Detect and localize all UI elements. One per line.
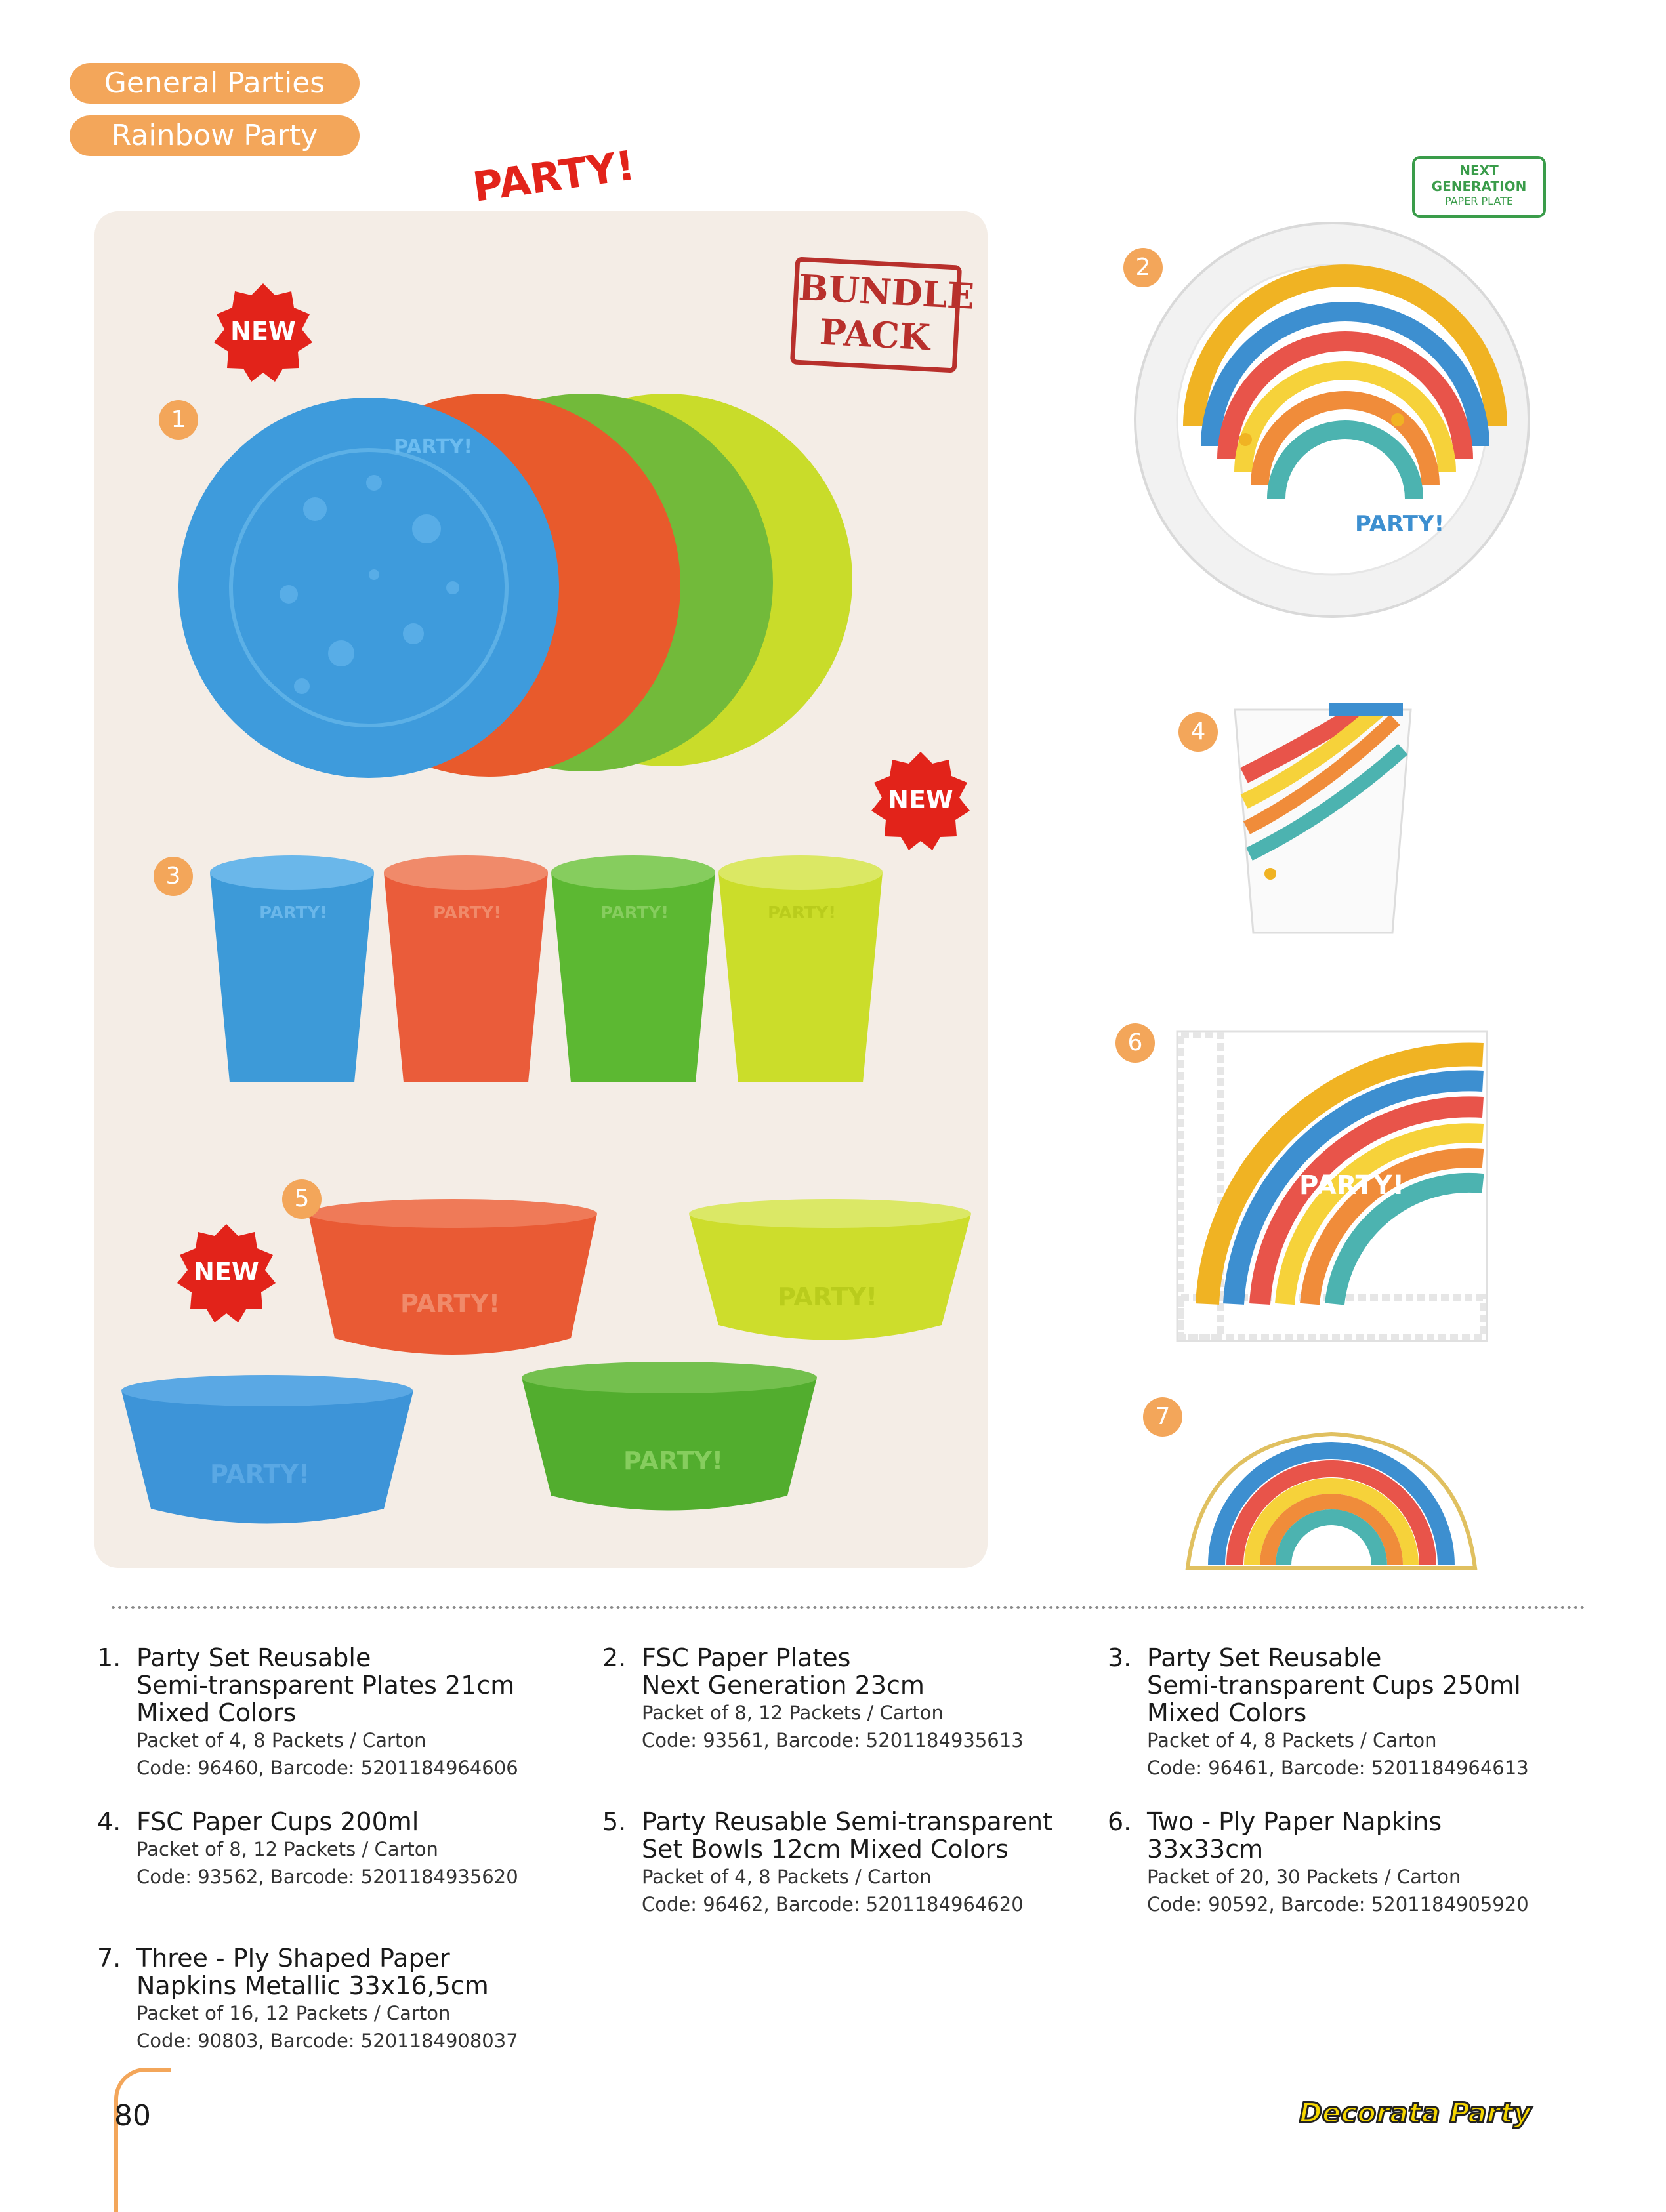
product-6-title-line2: 33x33cm	[1147, 1835, 1264, 1864]
product-3-title-line1: Party Set Reusable	[1147, 1643, 1382, 1672]
product-7-title-line1: Three - Ply Shaped Paper	[136, 1944, 450, 1973]
product-6-index: 6.	[1108, 1807, 1132, 1836]
product-2-code: Code: 93561, Barcode: 5201184935613	[642, 1729, 1024, 1751]
product-3-code: Code: 96461, Barcode: 5201184964613	[1147, 1757, 1529, 1779]
photo-number-4: 4	[1178, 712, 1218, 752]
product-1-packing: Packet of 4, 8 Packets / Carton	[136, 1729, 427, 1751]
section-divider	[112, 1606, 1585, 1609]
product-1-title-line3: Mixed Colors	[136, 1698, 297, 1727]
category-pill: General Parties	[70, 63, 360, 104]
product-2-title-line1: FSC Paper Plates	[642, 1643, 851, 1672]
product-5-packing: Packet of 4, 8 Packets / Carton	[642, 1866, 932, 1888]
ng-line1: NEXT	[1459, 163, 1499, 178]
cup-print-3: PARTY!	[600, 903, 669, 923]
reusable-plates-image	[177, 378, 860, 785]
product-3-description	[1108, 1644, 1580, 1782]
photo-number-7: 7	[1143, 1397, 1182, 1437]
product-7-index: 7.	[97, 1944, 121, 1973]
product-2-description	[602, 1644, 1075, 1754]
product-3-title-line2: Semi-transparent Cups 250ml	[1147, 1671, 1521, 1700]
paper-plate-print: PARTY!	[1355, 511, 1445, 537]
new-badge-1	[214, 283, 312, 382]
cup-print-4: PARTY!	[768, 903, 837, 923]
product-2-title-line2: Next Generation 23cm	[642, 1671, 925, 1700]
product-1-code: Code: 96460, Barcode: 5201184964606	[136, 1757, 518, 1779]
party-logo-title: PARTY!	[470, 141, 638, 211]
ng-line2: GENERATION	[1431, 178, 1527, 194]
bundle-pack-stamp	[790, 256, 976, 373]
bowl-print-2: PARTY!	[778, 1282, 878, 1311]
paper-cup-image	[1231, 703, 1415, 939]
bowl-print-3: PARTY!	[210, 1460, 310, 1488]
cup-print-2: PARTY!	[433, 903, 502, 923]
product-7-code: Code: 90803, Barcode: 5201184908037	[136, 2030, 518, 2052]
new-badge-1-label: NEW	[230, 317, 296, 346]
new-badge-2-label: NEW	[888, 785, 953, 814]
product-6-code: Code: 90592, Barcode: 5201184905920	[1147, 1893, 1529, 1915]
product-3-index: 3.	[1108, 1643, 1132, 1672]
product-4-packing: Packet of 8, 12 Packets / Carton	[136, 1838, 438, 1860]
reusable-bowls-image	[118, 1194, 984, 1535]
product-2-packing: Packet of 8, 12 Packets / Carton	[642, 1702, 944, 1724]
product-4-title-line1: FSC Paper Cups 200ml	[136, 1807, 419, 1836]
product-4-description	[97, 1808, 570, 1891]
product-4-index: 4.	[97, 1807, 121, 1836]
photo-number-3: 3	[154, 857, 193, 896]
product-6-title-line1: Two - Ply Paper Napkins	[1147, 1807, 1442, 1836]
product-7-title-line2: Napkins Metallic 33x16,5cm	[136, 1971, 489, 2000]
product-3-title-line3: Mixed Colors	[1147, 1698, 1307, 1727]
product-2-index: 2.	[602, 1643, 627, 1672]
product-5-index: 5.	[602, 1807, 627, 1836]
stamp-line2: PACK	[818, 310, 932, 359]
product-5-title-line2: Set Bowls 12cm Mixed Colors	[642, 1835, 1009, 1864]
cup-print-1: PARTY!	[259, 903, 328, 923]
product-7-packing: Packet of 16, 12 Packets / Carton	[136, 2002, 451, 2024]
product-7-description	[97, 1944, 570, 2055]
product-1-title-line2: Semi-transparent Plates 21cm	[136, 1671, 515, 1700]
brand-logo: Decorata Party	[1299, 2097, 1531, 2129]
product-5-title-line1: Party Reusable Semi-transparent	[642, 1807, 1052, 1836]
photo-number-6: 6	[1115, 1023, 1155, 1063]
reusable-cups-image	[203, 846, 892, 1096]
photo-number-2: 2	[1123, 248, 1163, 287]
paper-napkin-image	[1175, 1029, 1489, 1343]
plate-print: PARTY!	[394, 436, 473, 459]
next-generation-badge	[1412, 156, 1546, 218]
product-6-description	[1108, 1808, 1580, 1918]
product-5-code: Code: 96462, Barcode: 5201184964620	[642, 1893, 1024, 1915]
product-1-index: 1.	[97, 1643, 121, 1672]
page-number: 80	[114, 2099, 151, 2133]
product-1-description	[97, 1644, 570, 1782]
product-3-packing: Packet of 4, 8 Packets / Carton	[1147, 1729, 1437, 1751]
product-1-title-line1: Party Set Reusable	[136, 1643, 371, 1672]
ng-line3: PAPER PLATE	[1444, 195, 1514, 207]
shaped-napkin-image	[1184, 1427, 1479, 1572]
product-6-packing: Packet of 20, 30 Packets / Carton	[1147, 1866, 1461, 1888]
stamp-line1: BUNDLE	[797, 266, 976, 317]
new-badge-2	[871, 752, 970, 850]
bowl-print-1: PARTY!	[400, 1289, 501, 1318]
subcategory-pill: Rainbow Party	[70, 115, 360, 156]
paper-plate-image	[1122, 216, 1542, 623]
product-4-code: Code: 93562, Barcode: 5201184935620	[136, 1866, 518, 1888]
bowl-print-4: PARTY!	[623, 1446, 724, 1475]
napkin-print: PARTY!	[1299, 1170, 1405, 1200]
new-badge-3-label: NEW	[194, 1258, 259, 1286]
product-5-description	[602, 1808, 1075, 1918]
photo-number-1: 1	[159, 400, 198, 440]
photo-number-5: 5	[282, 1179, 322, 1219]
page-corner-accent	[114, 2068, 171, 2212]
